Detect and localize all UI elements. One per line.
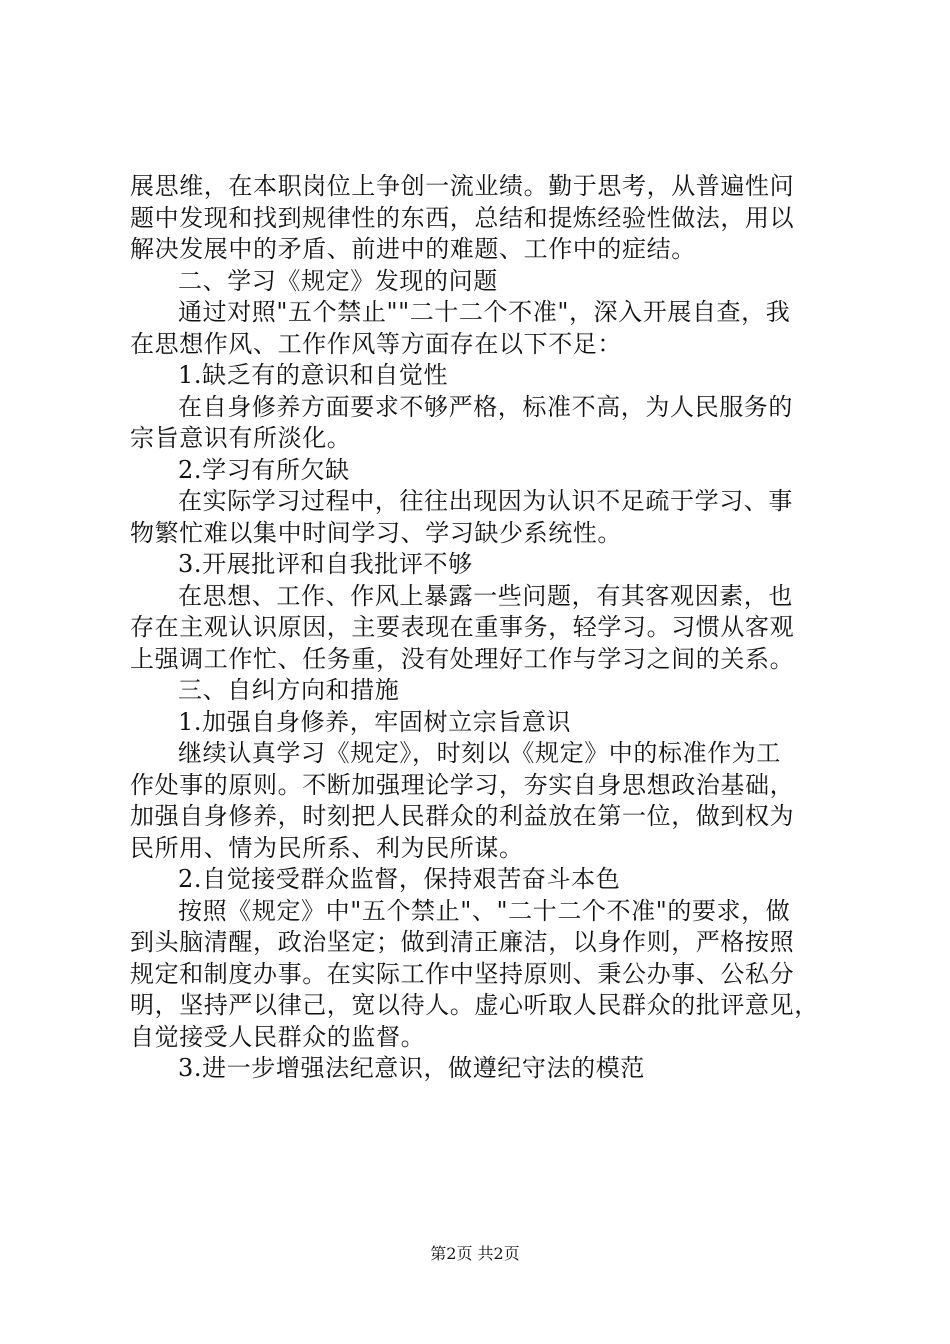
paragraph-line: 题中发现和找到规律性的东西，总结和提炼经验性做法，用以 xyxy=(130,203,795,232)
paragraph-line: 解决发展中的矛盾、前进中的难题、工作中的症结。 xyxy=(130,235,696,263)
paragraph-line: 在思想、工作、作风上暴露一些问题，有其客观因素，也 xyxy=(178,581,793,610)
paragraph-line: 上强调工作忙、任务重，没有处理好工作与学习之间的关系。 xyxy=(130,644,795,673)
subsection-heading: 3.开展批评和自我批评不够 xyxy=(178,550,473,578)
paragraph-line: 在思想作风、工作作风等方面存在以下不足： xyxy=(130,329,622,358)
paragraph-line: 自觉接受人民群众的监督。 xyxy=(130,1022,426,1051)
paragraph-line: 继续认真学习《规定》，时刻以《规定》中的标准作为工 xyxy=(178,739,781,767)
page-number-footer: 第2页 共2页 xyxy=(430,1244,520,1263)
paragraph-line: 到头脑清醒，政治坚定；做到清正廉洁，以身作则，严格按照 xyxy=(130,928,795,956)
paragraph-line: 民所用、情为民所系、利为民所谋。 xyxy=(130,833,524,862)
paragraph-line: 加强自身修养，时刻把人民群众的利益放在第一位，做到权为 xyxy=(130,802,795,830)
paragraph-line: 明，坚持严以律己，宽以待人。虚心听取人民群众的批评意见， xyxy=(130,991,819,1019)
subsection-heading: 3.进一步增强法纪意识，做遵纪守法的模范 xyxy=(178,1054,645,1082)
paragraph-line: 按照《规定》中"五个禁止"、"二十二个不准"的要求，做 xyxy=(178,896,791,925)
paragraph-line: 宗旨意识有所淡化。 xyxy=(130,424,352,452)
paragraph-line: 通过对照"五个禁止""二十二个不准"，深入开展自查，我 xyxy=(178,298,791,326)
subsection-heading: 1.缺乏有的意识和自觉性 xyxy=(178,361,449,389)
section-heading: 三、自纠方向和措施 xyxy=(178,676,400,704)
subsection-heading: 2.学习有所欠缺 xyxy=(178,455,350,484)
paragraph-line: 物繁忙难以集中时间学习、学习缺少系统性。 xyxy=(130,518,622,547)
subsection-heading: 1.加强自身修养，牢固树立宗旨意识 xyxy=(178,707,572,736)
section-heading: 二、学习《规定》发现的问题 xyxy=(178,266,498,295)
subsection-heading: 2.自觉接受群众监督，保持艰苦奋斗本色 xyxy=(178,865,621,893)
paragraph-line: 在自身修养方面要求不够严格，标准不高，为人民服务的 xyxy=(178,392,793,421)
paragraph-line: 存在主观认识原因，主要表现在重事务，轻学习。习惯从客观 xyxy=(130,613,795,641)
paragraph-line: 规定和制度办事。在实际工作中坚持原则、秉公办事、公私分 xyxy=(130,959,795,988)
document-body xyxy=(130,171,830,1085)
paragraph-line: 在实际学习过程中，往往出现因为认识不足疏于学习、事 xyxy=(178,487,793,515)
paragraph-line: 作处事的原则。不断加强理论学习，夯实自身思想政治基础， xyxy=(130,770,795,799)
paragraph-line: 展思维，在本职岗位上争创一流业绩。勤于思考，从普遍性问 xyxy=(130,172,795,200)
